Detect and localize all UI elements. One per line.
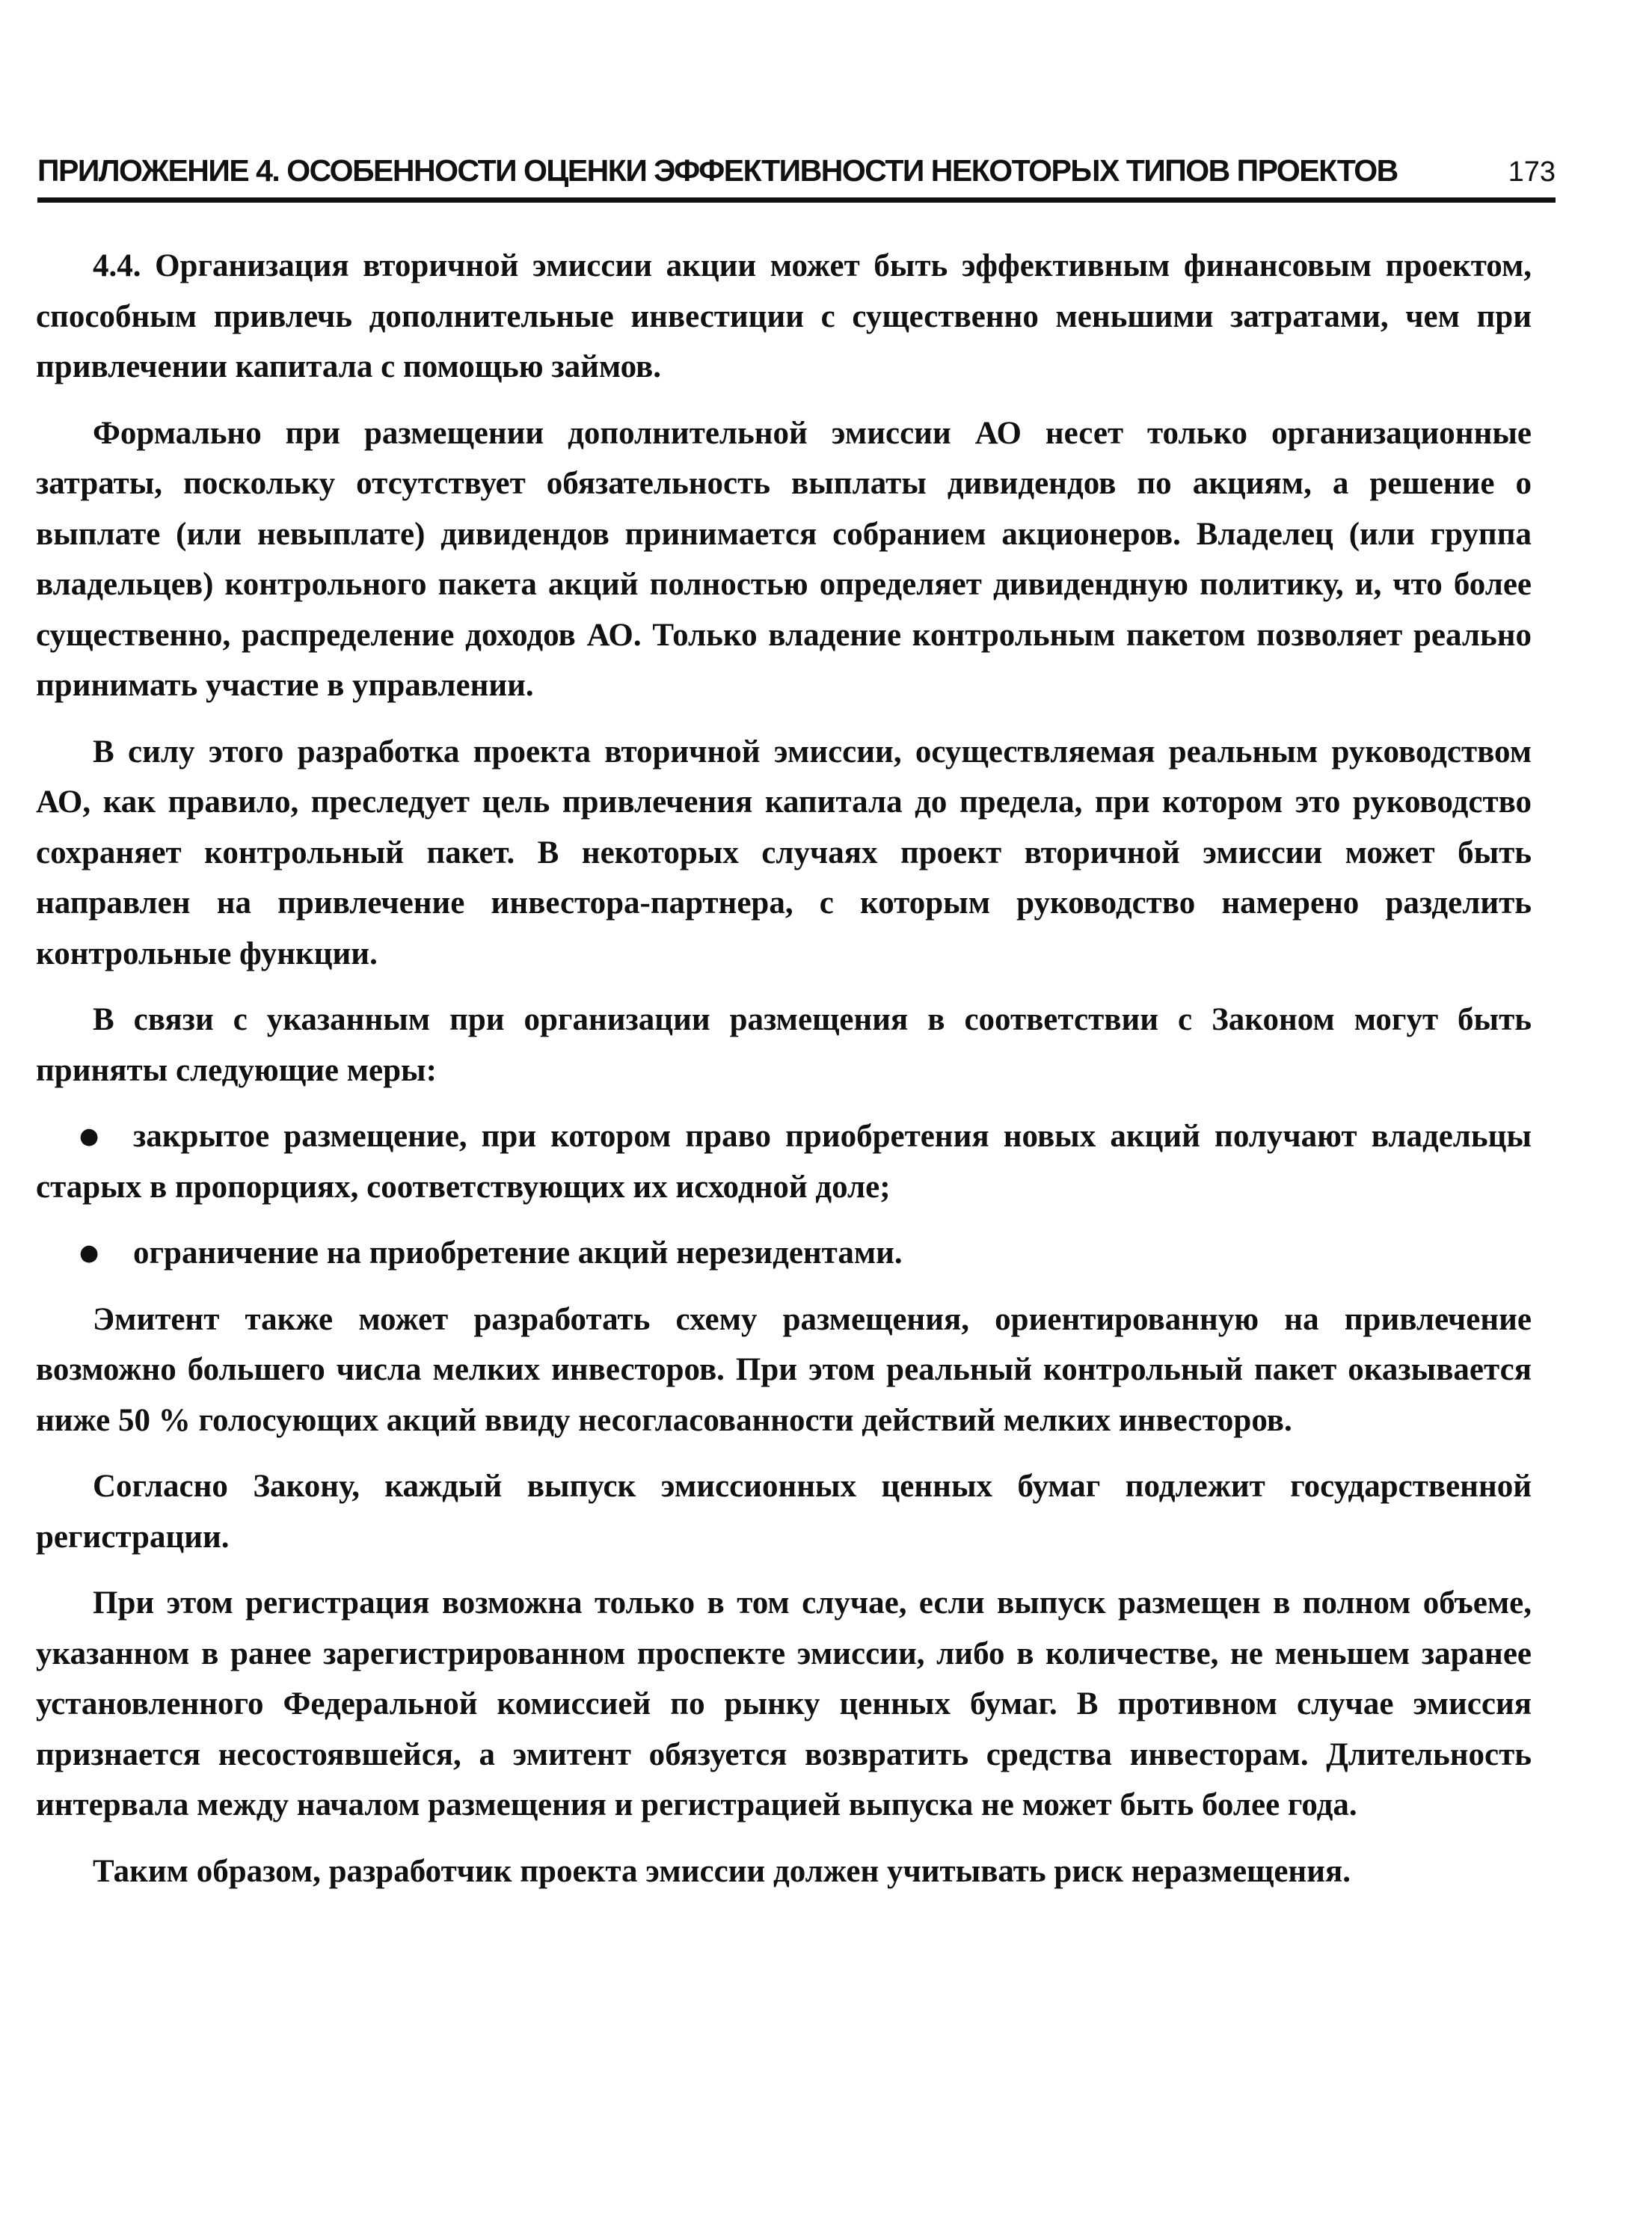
header-rule [37,197,1556,203]
paragraph-management-goal: В силу этого разработка проекта вторичной эмиссии, осуществляемая реальным руководством АО, как правило, преследует цель привлечения капитала до предела, при котором это руководство сохраняет контрольный пакет. В некоторых случаях проект вторичной эмиссии может быть направлен на привлечение инвестора-партнера, с которым руководство намерено разделить контрольные функции. [36,734,1532,971]
paragraph-registration-conditions: При этом регистрация возможна только в том случае, если выпуск размещен в полном объеме, указанном в ранее зарегистрированном проспекте эмиссии, либо в количестве, не меньшем заранее установленного Федеральной комиссией по рынку ценных бумаг. В противном случае эмиссия признается несостоявшейся, а эмитент обязуется возвратить средства инвесторам. Длительность интервала между началом размещения и регистрацией выпуска не может быть более года. [36,1585,1532,1822]
running-header-title: ПРИЛОЖЕНИЕ 4. ОСОБЕННОСТИ ОЦЕНКИ ЭФФЕКТИВНОСТИ НЕКОТОРЫХ ТИПОВ ПРОЕКТОВ [37,153,1398,188]
measures-list [36,1111,1532,1279]
paragraph-conclusion: Таким образом, разработчик проекта эмиссии должен учитывать риск неразмещения. [93,1853,1351,1889]
paragraph-measures-intro: В связи с указанным при организации размещения в соответствии с Законом могут быть приняты следующие меры: [36,1002,1532,1088]
paragraph-formal-costs: Формально при размещении дополнительной эмиссии АО несет только организационные затраты, поскольку отсутствует обязательность выплаты дивидендов по акциям, а решение о выплате (или невыплате) дивидендов принимается собранием акционеров. Владелец (или группа владельцев) контрольного пакета акций полностью определяет дивидендную политику, и, что более существенно, распределение доходов АО. Только владение контрольным пакетом позволяет реально принимать участие в управлении. [36,415,1532,703]
list-item-text: закрытое размещение, при котором право приобретения новых акций получают владельцы старых в пропорциях, соответствующих их исходной доле; [36,1119,1532,1205]
paragraph-registration-law: Согласно Закону, каждый выпуск эмиссионных ценных бумаг подлежит государственной регистрации. [36,1469,1532,1555]
bullet-icon: ● [79,1123,99,1149]
bullet-icon: ● [79,1240,99,1266]
page-body [36,241,1532,1912]
running-header [37,150,1556,203]
page-number: 173 [1508,156,1556,188]
list-item [36,1111,1532,1212]
paragraph-secondary-issue: 4.4. Организация вторичной эмиссии акции может быть эффективным финансовым проектом, способным привлечь дополнительные инвестиции с существенно меньшими затратами, чем при привлечении капитала с помощью займов. [36,248,1532,384]
list-item-text: ограничение на приобретение акций нерезидентами. [133,1235,903,1271]
paragraph-small-investors: Эмитент также может разработать схему размещения, ориентированную на привлечение возможно большего числа мелких инвесторов. При этом реальный контрольный пакет оказывается ниже 50 % голосующих акций ввиду несогласованности действий мелких инвесторов. [36,1301,1532,1438]
list-item [36,1228,1532,1279]
